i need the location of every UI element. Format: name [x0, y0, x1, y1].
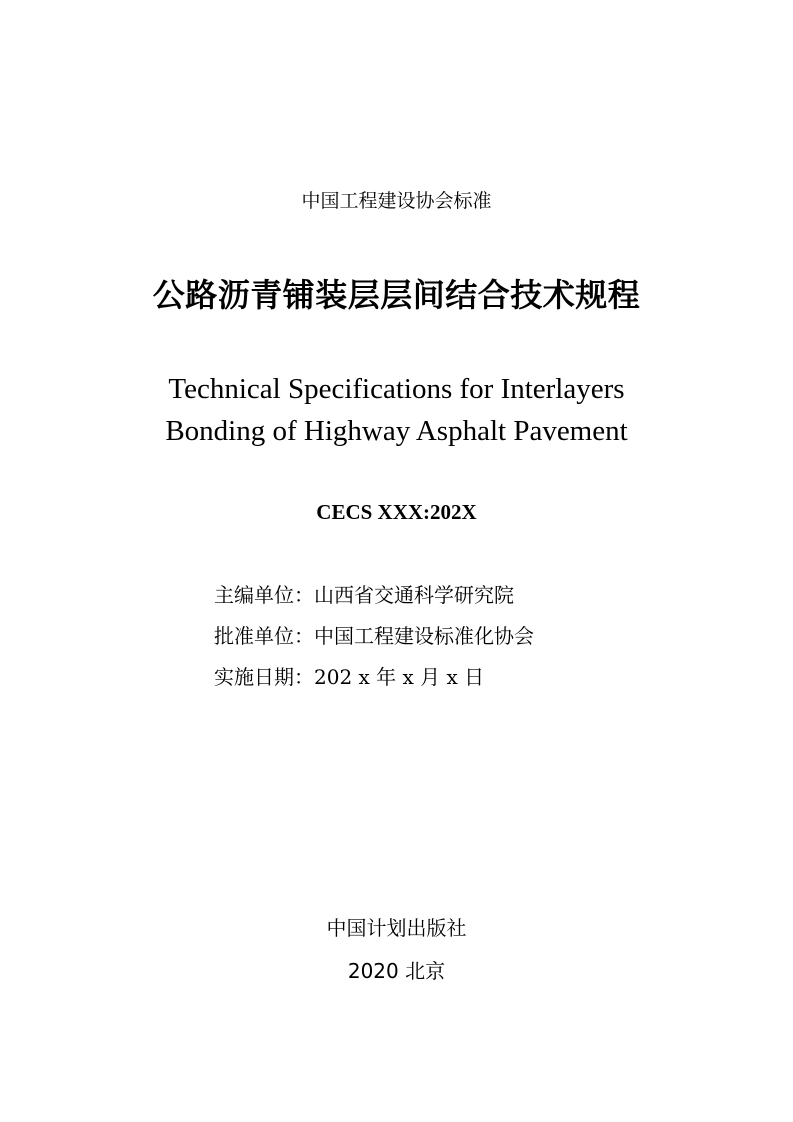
chief-editor-row [214, 580, 534, 621]
meta-label: 批准单位： [214, 624, 314, 648]
meta-label: 实施日期： [214, 665, 314, 689]
publisher: 中国计划出版社 [326, 916, 467, 940]
english-title-line-2: Bonding of Highway Asphalt Pavement [165, 415, 628, 447]
publication-year-place: 2020 北京 [347, 959, 446, 983]
chinese-title: 公路沥青铺装层层间结合技术规程 [152, 276, 641, 314]
metadata-block [214, 580, 534, 703]
english-title-line-1: Technical Specifications for Interlayers [168, 373, 625, 405]
standard-series-label: 中国工程建设协会标准 [301, 190, 492, 212]
effective-date-row [214, 662, 534, 703]
standard-code: CECS XXX:202X [316, 500, 477, 524]
meta-label: 主编单位： [214, 583, 314, 607]
meta-value: 中国工程建设标准化协会 [314, 624, 534, 648]
approving-unit-row [214, 621, 534, 662]
meta-value: 202 x 年 x 月 x 日 [314, 665, 485, 689]
meta-value: 山西省交通科学研究院 [314, 583, 514, 607]
